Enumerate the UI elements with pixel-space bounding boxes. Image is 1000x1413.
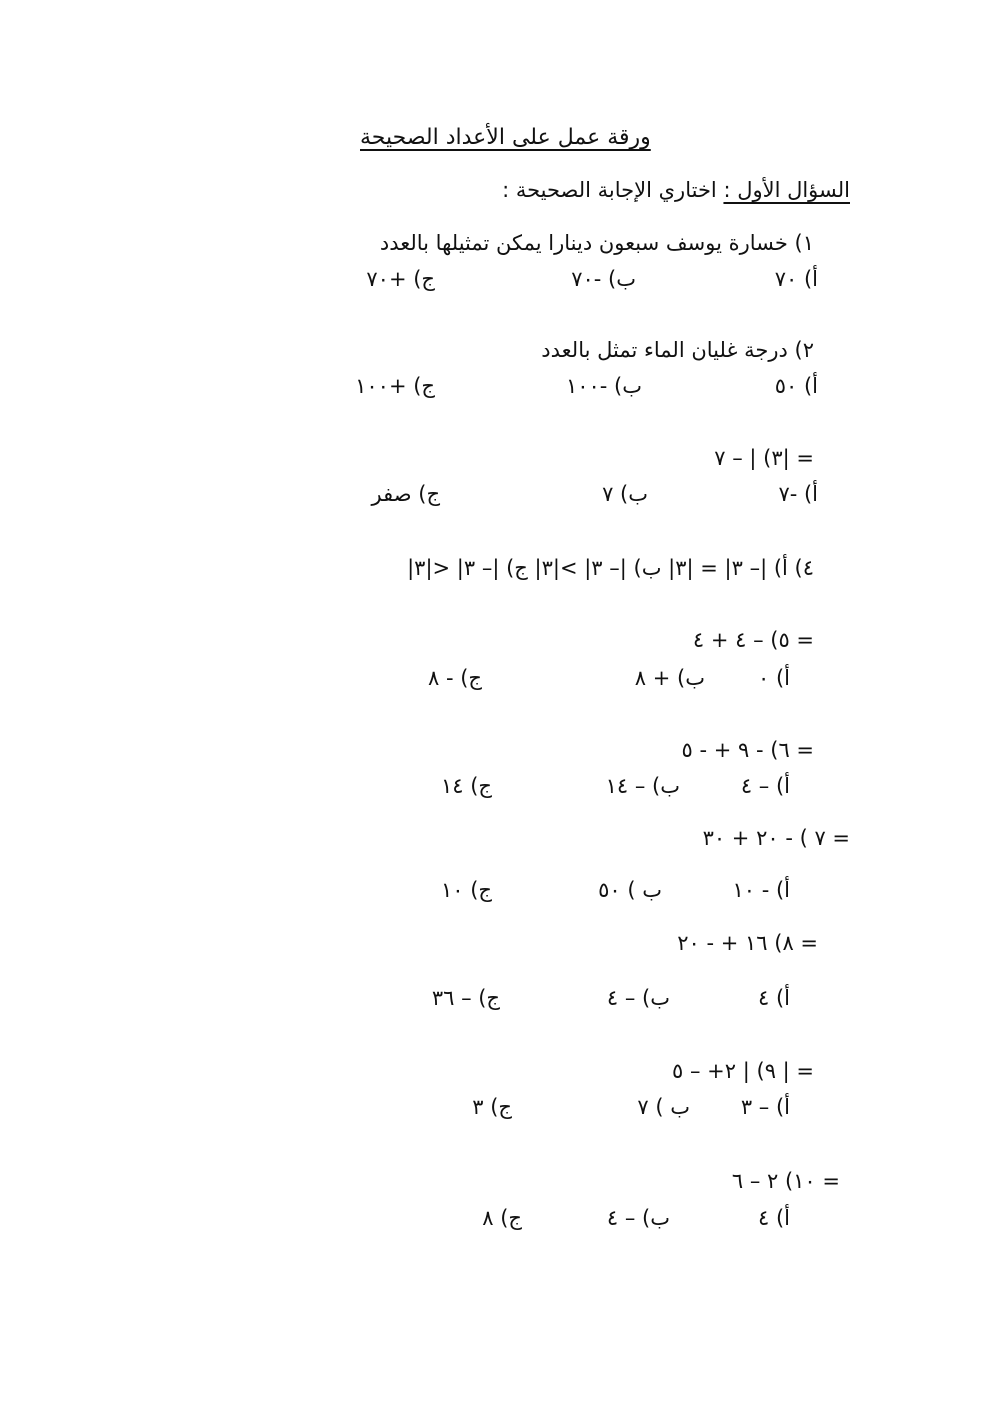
question-3-option-a: أ) -٧ bbox=[778, 482, 818, 506]
question-8-option-c: ج) – ٣٦ bbox=[431, 986, 500, 1010]
question-5-stem: ٥) – ٤ + ٤ = bbox=[692, 628, 814, 652]
question-9-option-a: أ) – ٣ bbox=[740, 1095, 790, 1119]
question-10-stem: ١٠) ٢ – ٦ = bbox=[731, 1169, 840, 1193]
question-9-stem: ٩) | ٢+ – ٥ | = bbox=[672, 1059, 814, 1083]
section-instruction: اختاري الإجابة الصحيحة : bbox=[502, 178, 717, 202]
question-6-option-b: ب) – ١٤ bbox=[605, 774, 680, 798]
question-4-stem: ٤) أ) |– ٣| = |٣| ب) |– ٣| >|٣| ج) |– ٣| <|٣| bbox=[407, 556, 814, 580]
question-1-stem: ١) خسارة يوسف سبعون دينارا يمكن تمثيلها بالعدد bbox=[379, 231, 814, 255]
question-5-option-b: ب) + ٨ bbox=[634, 666, 705, 690]
question-7-option-b: ب ) ٥٠ bbox=[598, 878, 662, 902]
question-10-option-c: ج) ٨ bbox=[482, 1206, 522, 1230]
question-10-option-b: ب) – ٤ bbox=[606, 1206, 670, 1230]
question-1-option-b: ب) -٧٠ bbox=[571, 267, 636, 291]
section-label: السؤال الأول : bbox=[723, 178, 850, 202]
question-5-option-a: أ) ٠ bbox=[758, 666, 790, 690]
question-6-option-a: أ) – ٤ bbox=[740, 774, 790, 798]
question-1-option-c: ج) +٧٠ bbox=[366, 267, 435, 291]
question-8-stem: ٨) ١٦ + - ٢٠ = bbox=[677, 931, 818, 955]
question-2-stem: ٢) درجة غليان الماء تمثل بالعدد bbox=[541, 338, 814, 362]
question-6-option-c: ج) ١٤ bbox=[441, 774, 492, 798]
question-2-option-c: ج) +١٠٠ bbox=[355, 374, 435, 398]
question-9-option-c: ج) ٣ bbox=[472, 1095, 512, 1119]
question-3-option-c: ج) صفر bbox=[371, 482, 440, 506]
question-7-option-a: أ) - ١٠ bbox=[732, 878, 790, 902]
section-heading bbox=[502, 177, 850, 203]
question-3-stem: ٣) | – ٧| = bbox=[714, 446, 814, 470]
question-5-option-c: ج) - ٨ bbox=[428, 666, 482, 690]
question-7-option-c: ج) ١٠ bbox=[441, 878, 492, 902]
question-6-stem: ٦) - ٩ + - ٥ = bbox=[681, 738, 814, 762]
question-9-option-b: ب ) ٧ bbox=[637, 1095, 690, 1119]
question-2-option-b: ب) -١٠٠ bbox=[565, 374, 642, 398]
question-8-option-b: ب) – ٤ bbox=[606, 986, 670, 1010]
question-8-option-a: أ) ٤ bbox=[758, 986, 790, 1010]
question-10-option-a: أ) ٤ bbox=[758, 1206, 790, 1230]
question-3-option-b: ب) ٧ bbox=[602, 482, 648, 506]
question-2-option-a: أ) ٥٠ bbox=[774, 374, 818, 398]
worksheet-title: ورقة عمل على الأعداد الصحيحة bbox=[360, 125, 651, 150]
question-7-stem: ٧ ) - ٢٠ + ٣٠ = bbox=[702, 826, 850, 850]
question-1-option-a: أ) ٧٠ bbox=[774, 267, 818, 291]
